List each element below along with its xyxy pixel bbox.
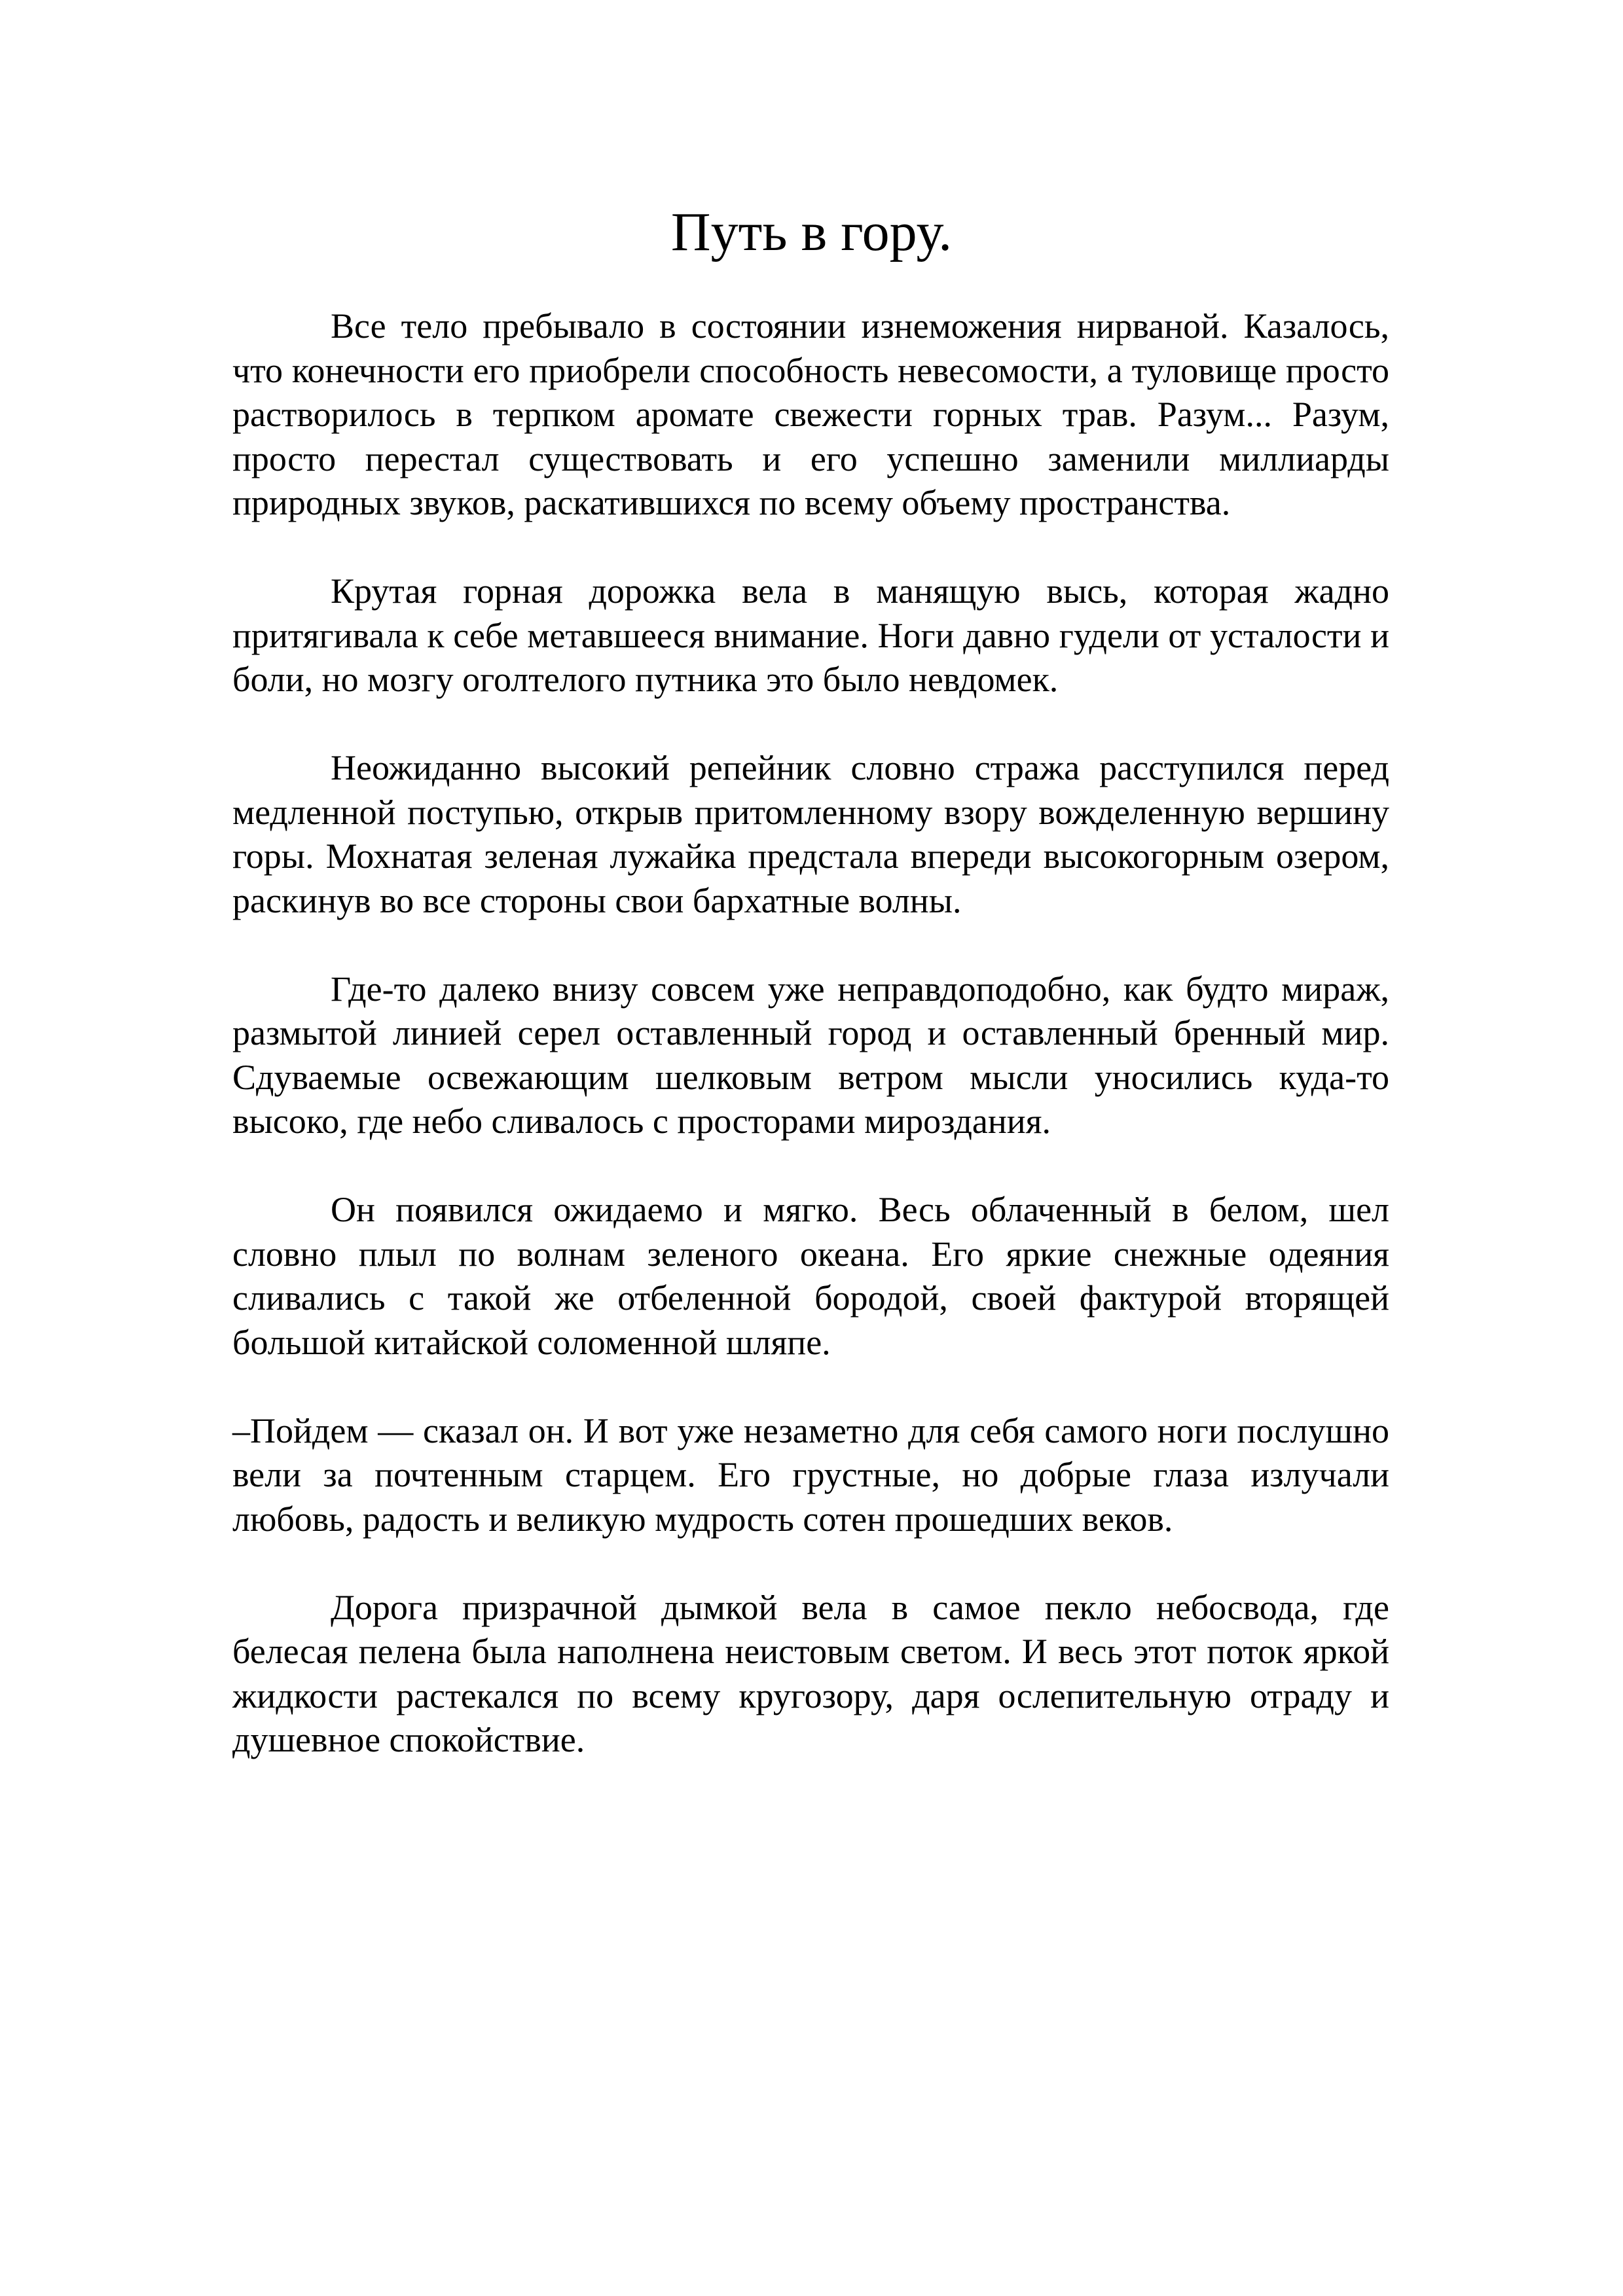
paragraph: Неожиданно высокий репейник словно стража расступился перед медленной поступью, открыв притомленному взору вожделенную вершину горы. Мохнатая зеленая лужайка предстала впереди высокогорным озером, раскинув во все стороны свои бархатные волны. (232, 748, 1389, 920)
page-title: Путь в гору. (670, 202, 953, 262)
paragraph: Он появился ожидаемо и мягко. Весь облаченный в белом, шел словно плыл по волнам зеленого океана. Его яркие снежные одеяния сливались с такой же отбеленной бородой, своей фактурой вторящей большой китайской соломенной шляпе. (232, 1190, 1389, 1362)
paragraph: Дорога призрачной дымкой вела в самое пекло небосвода, где белесая пелена была наполнена неистовым светом. И весь этот поток яркой жидкости растекался по всему кругозору, даря ослепительную отраду и душевное спокойствие. (232, 1587, 1389, 1759)
document-body (232, 304, 1389, 1806)
paragraph: Все тело пребывало в состоянии изнеможения нирваной. Казалось, что конечности его приобрели способность невесомости, а туловище просто растворилось в терпком аромате свежести горных трав. Разум... Разум, просто перестал существовать и его успешно заменили миллиарды природных звуков, раскатившихся по всему объему пространства. (232, 306, 1389, 522)
paragraph: Крутая горная дорожка вела в манящую высь, которая жадно притягивала к себе метавшееся внимание. Ноги давно гудели от усталости и боли, но мозгу оголтелого путника это было невдомек. (232, 571, 1389, 699)
paragraph-dialogue: –Пойдем — сказал он. И вот уже незаметно для себя самого ноги послушно вели за почтенным старцем. Его грустные, но добрые глаза излучали любовь, радость и великую мудрость сотен прошедших веков. (232, 1410, 1389, 1539)
paragraph: Где-то далеко внизу совсем уже неправдоподобно, как будто мираж, размытой линией серел оставленный город и оставленный бренный мир. Сдуваемые освежающим шелковым ветром мысли уносились куда-то высоко, где небо сливалось с просторами мироздания. (232, 969, 1389, 1141)
